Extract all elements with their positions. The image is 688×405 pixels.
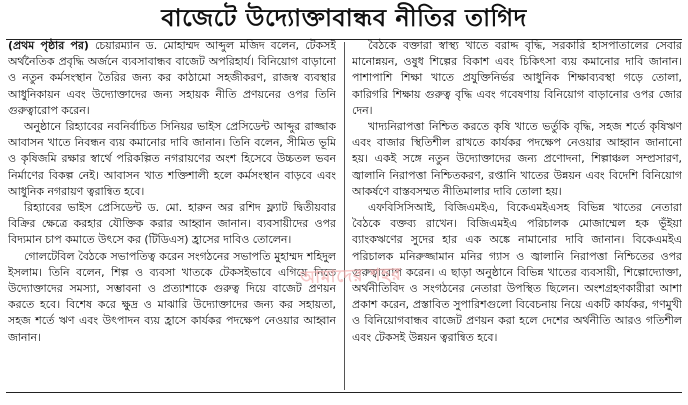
article-left-column xyxy=(8,38,336,390)
paragraph-text: চেয়ারম্যান ড. মোহাম্মদ আব্দুল মজিদ বলেন, টেকসই অর্থনৈতিক প্রবৃদ্ধি অর্জনে ব্যবসাবান্ধব বাজেট অপরিহার্য। বিনিয়োগ বাড়ানো ও নতুন কর্মসংস্থান তৈরির জন্য কর কাঠামো সহজীকরণ, রাজস্ব ব্যবস্থার আধুনিকায়ন এবং উদ্যোক্তাদের জন্য সহায়ক নীতি প্রণয়নের ওপর তিনি গুরুত্বারোপ করেন। xyxy=(8,39,336,117)
article-paragraph: এফবিসিসিআই, বিজিএমইএ, বিকেএমইএসহ বিভিন্ন খাতের নেতারা বৈঠকে বক্তব্য রাখেন। বিজিএমইএ পরিচালক মোজাম্মেল হক ভূঁইয়া ব্যাংকঋণের সুদের হার এক অঙ্কে নামানোর দাবি জানান। বিকেএমইএ পরিচালক মনিরুজ্জামান মনির গ্যাস ও জ্বালানি নিরাপত্তা নিশ্চিতের ওপর গুরুত্বারোপ করেন। এ ছাড়া অনুষ্ঠানে বিভিন্ন খাতের ব্যবসায়ী, শিল্পোদ্যোক্তা, অর্থনীতিবিদ ও সংগঠনের নেতারা উপস্থিত ছিলেন। অংশগ্রহণকারীরা আশা প্রকাশ করেন, প্রস্তাবিত সুপারিশগুলো বিবেচনায় নিয়ে একটি কার্যকর, গণমুখী ও বিনিয়োগবান্ধব বাজেট প্রণয়ন করা হলে দেশের অর্থনীতি আরও গতিশীল এবং টেকসই উন্নয়ন ত্বরান্বিত হবে। xyxy=(352,201,682,344)
article-paragraph: বৈঠকে বক্তারা স্বাস্থ্য খাতে বরাদ্দ বৃদ্ধি, সরকারি হাসপাতালের সেবার মানোন্নয়ন, ওষুধ শিল্পের বিকাশ এবং চিকিৎসা ব্যয় কমানোর দাবি জানান। পাশাপাশি শিক্ষা খাতে প্রযুক্তিনির্ভর আধুনিক শিক্ষাব্যবস্থা গড়ে তোলা, কারিগরি শিক্ষায় গুরুত্ব বৃদ্ধি এবং গবেষণায় বিনিয়োগ বাড়ানোর ওপর জোর দেন। xyxy=(352,39,682,117)
article-paragraph: রিহ্যাবের ভাইস প্রেসিডেন্ট ড. মো. হারুন অর রশিদ ফ্ল্যাট দ্বিতীয়বার বিক্রির ক্ষেত্রে করহার যৌক্তিক করার আহ্বান জানান। ব্যবসায়ীদের ওপর বিদ্যমান চাপ কমাতে উৎসে কর (টিডিএস) হ্রাসের দাবিও তোলেন। xyxy=(8,201,336,247)
article-paragraph: অনুষ্ঠানে রিহ্যাবের নবনির্বাচিত সিনিয়র ভাইস প্রেসিডেন্ট আব্দুর রাজ্জাক আবাসন খাতে নিবন্ধন ব্যয় কমানোর দাবি জানান। তিনি বলেন, সীমিত ভূমি ও কৃষিজমি রক্ষার স্বার্থে পরিকল্পিত নগরায়ণের অংশ হিসেবে উচ্চতল ভবন নির্মাণের বিকল্প নেই। আবাসন খাত শক্তিশালী হলে কর্মসংস্থান বাড়বে এবং আধুনিক নগরায়ণ ত্বরান্বিত হবে। xyxy=(8,120,336,198)
article-paragraph xyxy=(8,38,336,119)
continued-from-label: (প্রথম পৃষ্ঠার পর) xyxy=(8,39,89,52)
article-paragraph: খাদ্যনিরাপত্তা নিশ্চিত করতে কৃষি খাতে ভর্তুকি বৃদ্ধি, সহজ শর্তে কৃষিঋণ এবং বাজার স্থিতিশীল রাখতে কার্যকর পদক্ষেপ নেওয়ার আহ্বান জানানো হয়। একই সঙ্গে নতুন উদ্যোক্তাদের জন্য প্রণোদনা, শিল্পাঞ্চল সম্প্রসারণ, জ্বালানি নিরাপত্তা নিশ্চিতকরণ, রপ্তানি খাতের উন্নয়ন এবং বিদেশি বিনিয়োগ আকর্ষণে বাস্তবসম্মত নীতিমালার দাবি তোলা হয়। xyxy=(352,120,682,198)
article-paragraph: গোলটেবিল বৈঠকে সভাপতিত্ব করেন সংগঠনের সভাপতি মুহাম্মদ শহিদুল ইসলাম। তিনি বলেন, শিল্প ও ব্যবসা খাতকে টেকসইভাবে এগিয়ে নিতে উদ্যোক্তাদের সমস্যা, সম্ভাবনা ও প্রত্যাশাকে গুরুত্ব দিয়ে বাজেট প্রণয়ন করতে হবে। বিশেষ করে ক্ষুদ্র ও মাঝারি উদ্যোক্তাদের জন্য কর সহায়তা, সহজ শর্তে ঋণ এবং উৎপাদন ব্যয় হ্রাসে কার্যকর পদক্ষেপ নেওয়ার আহ্বান জানান। xyxy=(8,249,336,344)
watermark: আমাদের শহর xyxy=(299,264,403,289)
column-divider xyxy=(344,42,345,390)
article-headline: বাজেটে উদ্যোক্তাবান্ধব নীতির তাগিদ xyxy=(161,4,527,32)
article-right-column xyxy=(352,38,682,390)
bottom-divider xyxy=(6,392,682,393)
